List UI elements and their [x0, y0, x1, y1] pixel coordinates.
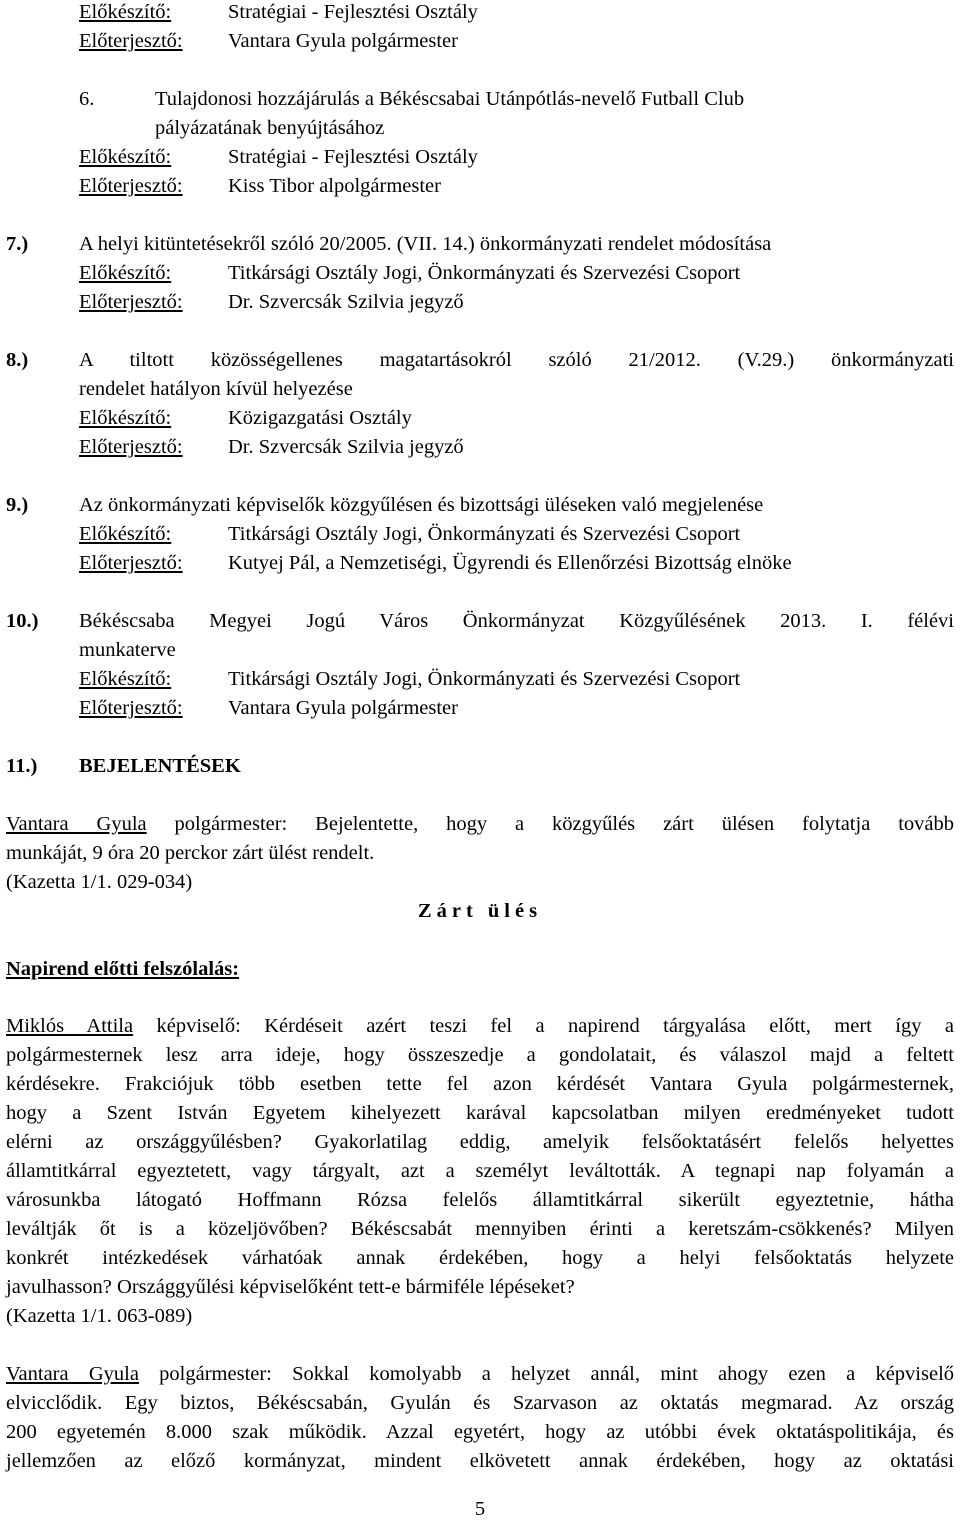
item-10-title-line1: Békéscsaba Megyei Jogú Város Önkormányzat Közgyűlésének 2013. I. félévi: [79, 610, 954, 632]
item-6-number: 6.: [79, 88, 95, 110]
preparer-value: Stratégiai - Fejlesztési Osztály: [228, 1, 478, 23]
item-7-presenter-value: Dr. Szvercsák Szilvia jegyző: [228, 291, 464, 313]
item-9-preparer-label: Előkészítő:: [79, 523, 172, 545]
presenter-value: Vantara Gyula polgármester: [228, 30, 458, 52]
paragraph-2-line1: Miklós Attila képviselő: Kérdéseit azért teszi fel a napirend tárgyalása előtt, mert így a: [6, 1015, 955, 1037]
item-11-title: BEJELENTÉSEK: [79, 755, 241, 777]
paragraph-2-line: polgármesternek lesz arra ideje, hogy összeszedje a gondolatait, és válaszol majd a feltett: [6, 1044, 954, 1066]
item-8-preparer-label: Előkészítő:: [79, 407, 172, 429]
paragraph-2-line: hogy a Szent István Egyetem kihelyezett karával kapcsolatban milyen eredményeket tudott: [6, 1102, 954, 1124]
paragraph-2-line: konkrét intézkedések várhatóak annak érdekében, hogy a helyi felsőoktatás helyzete: [6, 1247, 954, 1269]
item-10-preparer-label: Előkészítő:: [79, 668, 172, 690]
item-6-preparer-value: Stratégiai - Fejlesztési Osztály: [228, 146, 478, 168]
item-6-presenter-value: Kiss Tibor alpolgármester: [228, 175, 441, 197]
item-8-title-line1: A tiltott közösségellenes magatartásokról szóló 21/2012. (V.29.) önkormányzati: [79, 349, 954, 371]
item-9-presenter-label: Előterjesztő:: [79, 552, 183, 574]
paragraph-1-line2: munkáját, 9 óra 20 perckor zárt ülést rendelt.: [6, 842, 375, 864]
item-11-number: 11.): [6, 755, 38, 777]
paragraph-2-line: elérni az országgyűlésben? Gyakorlatilag eddig, amelyik felsőoktatásért felelős helyettes: [6, 1131, 954, 1153]
item-6-preparer-label: Előkészítő:: [79, 146, 172, 168]
paragraph-3-line: 200 egyetemén 8.000 szak működik. Azzal egyetért, hogy az utóbbi évek oktatáspolitikája, és: [6, 1421, 954, 1443]
page-number: 5: [474, 1498, 486, 1520]
speaker-name: Vantara Gyula: [6, 1363, 139, 1385]
item-6-title-line2: pályázatának benyújtásához: [155, 117, 385, 139]
item-10-title-line2: munkaterve: [79, 639, 176, 661]
paragraph-2-line: államtitkárral egyeztetett, vagy tárgyalt, azt a személyt leváltották. A tegnapi nap folyamán a: [6, 1160, 954, 1182]
paragraph-2-line: városunkba látogató Hoffmann Rózsa felelős államtitkárral sikerült egyeztetnie, hátha: [6, 1189, 954, 1211]
preparer-label: Előkészítő:: [79, 1, 172, 23]
cassette-reference: (Kazetta 1/1. 063-089): [6, 1305, 193, 1327]
cassette-reference: (Kazetta 1/1. 029-034): [6, 871, 193, 893]
item-6-presenter-label: Előterjesztő:: [79, 175, 183, 197]
item-8-title-line2: rendelet hatályon kívül helyezése: [79, 378, 353, 400]
paragraph-2-last-line: javulhasson? Országgyűlési képviselőként tett-e bármiféle lépéseket?: [6, 1276, 575, 1298]
item-8-presenter-value: Dr. Szvercsák Szilvia jegyző: [228, 436, 464, 458]
item-9-preparer-value: Titkársági Osztály Jogi, Önkormányzati és Szervezési Csoport: [228, 523, 741, 545]
item-9-title: Az önkormányzati képviselők közgyűlésen és bizottsági üléseken való megjelenése: [79, 494, 764, 516]
item-7-preparer-value: Titkársági Osztály Jogi, Önkormányzati és Szervezési Csoport: [228, 262, 741, 284]
item-10-presenter-label: Előterjesztő:: [79, 697, 183, 719]
item-10-presenter-value: Vantara Gyula polgármester: [228, 697, 458, 719]
paragraph-2-line: leváltják őt is a közeljövőben? Békéscsabát mennyiben érinti a keretszám-csökkenés? Milyen: [6, 1218, 954, 1240]
closed-session-heading: Zárt ülés: [417, 900, 543, 922]
pre-agenda-heading: Napirend előtti felszólalás:: [6, 958, 240, 980]
paragraph-1-line1: Vantara Gyula polgármester: Bejelentette, hogy a közgyűlés zárt ülésen folytatja tovább: [6, 813, 955, 835]
item-10-number: 10.): [6, 610, 39, 632]
speaker-name: Vantara Gyula: [6, 813, 147, 835]
paragraph-3-line: elvicclődik. Egy biztos, Békéscsabán, Gyulán és Szarvason az oktatás megmarad. Az ország: [6, 1392, 954, 1414]
item-7-number: 7.): [6, 233, 29, 255]
paragraph-2-line: kérdésekre. Frakciójuk több esetben tette fel azon kérdését Vantara Gyula polgármesternek,: [6, 1073, 954, 1095]
item-9-presenter-value: Kutyej Pál, a Nemzetiségi, Ügyrendi és Ellenőrzési Bizottság elnöke: [228, 552, 792, 574]
speaker-name: Miklós Attila: [6, 1015, 134, 1037]
paragraph-3-line: jellemzően az előző kormányzat, mindent elkövetett annak érdekében, hogy az oktatási: [6, 1450, 954, 1472]
item-8-number: 8.): [6, 349, 29, 371]
item-7-presenter-label: Előterjesztő:: [79, 291, 183, 313]
item-9-number: 9.): [6, 494, 29, 516]
item-8-presenter-label: Előterjesztő:: [79, 436, 183, 458]
item-10-preparer-value: Titkársági Osztály Jogi, Önkormányzati és Szervezési Csoport: [228, 668, 741, 690]
item-8-preparer-value: Közigazgatási Osztály: [228, 407, 412, 429]
item-6-title-line1: Tulajdonosi hozzájárulás a Békéscsabai Utánpótlás-nevelő Futball Club: [155, 88, 745, 110]
paragraph-3-line1: Vantara Gyula polgármester: Sokkal komolyabb a helyzet annál, mint ahogy ezen a képviselő: [6, 1363, 955, 1385]
item-7-preparer-label: Előkészítő:: [79, 262, 172, 284]
item-7-title: A helyi kitüntetésekről szóló 20/2005. (VII. 14.) önkormányzati rendelet módosítása: [79, 233, 772, 255]
presenter-label: Előterjesztő:: [79, 30, 183, 52]
